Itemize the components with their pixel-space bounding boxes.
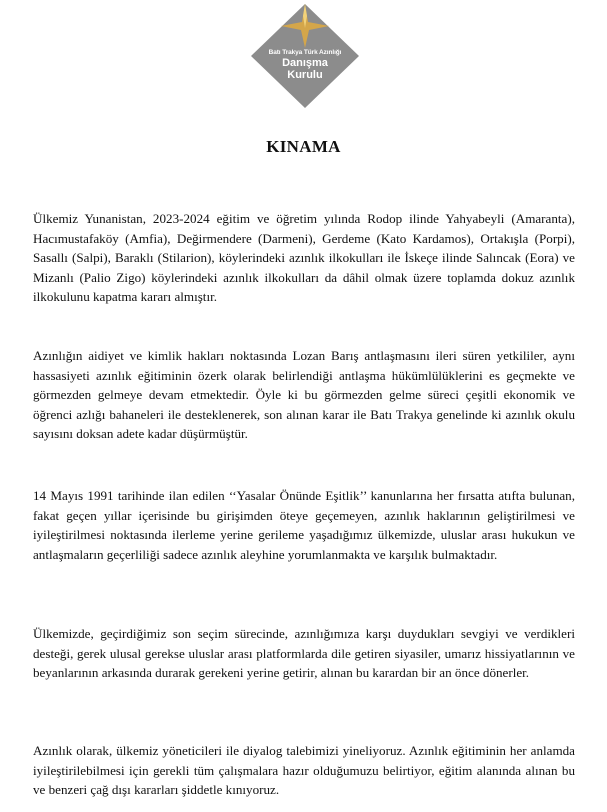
logo-text-line3: Kurulu xyxy=(287,69,323,81)
paragraph-3: 14 Mayıs 1991 tarihinde ilan edilen ‘‘Yasalar Önünde Eşitlik’’ kanunlarına her fırsatta atıfta bulunan, fakat geçen yıllar içerisinde bu girişimden öteye geçemeyen, azınlık haklarının geliştirilmesi ve iyileştirilmesi noktasında ilerleme yerine gerileme yaşadığımız ülkemizde, uluslar arası hukukun ve antlaşmaların geçerliliği sadece azınlık aleyhine yorumlanmakta ve karşılık bulmaktadır. xyxy=(33,488,575,562)
logo-text-line2: Danışma xyxy=(282,57,328,69)
paragraph-2: Azınlığın aidiyet ve kimlik hakları noktasında Lozan Barış antlaşmasını ileri süren yetkililer, aynı hassasiyeti azınlık eğitiminin özerk olarak belirlendiği antlaşma hükümlülüklerini es geçmekte ve görmezden gelmeye devam etmektedir. Öyle ki bu görmezden gelme süreci çeşitli ekonomik ve öğrenci azlığı bahaneleri ile desteklenerek, son alınan karar ile Batı Trakya genelinde ki azınlık okulu sayısını doksan adete kadar düşürmüştür. xyxy=(33,348,575,441)
logo-text-line1: Batı Trakya Türk Azınlığı xyxy=(268,49,342,56)
paragraph-4: Ülkemizde, geçirdiğimiz son seçim sürecinde, azınlığımıza karşı duydukları sevgiyi ve verdikleri desteği, gerek ulusal gerekse uluslar arası platformlarda dile getiren siyasiler, umarız hissiyatlarının ve beyanlarının arkasında durarak gerekeni yerine getirir, alınan bu karardan bir an önce dönerler. xyxy=(33,626,575,680)
paragraph-5: Azınlık olarak, ülkemiz yöneticileri ile diyalog talebimizi yineliyoruz. Azınlık eğitiminin her anlamda iyileştirilebilmesi için gerekli tüm çalışmalara hazır olduğumuzu belirtiyor, eğitim alanında alınan bu ve benzeri çağ dışı kararları şiddetle kınıyoruz. xyxy=(33,743,575,797)
document-title: KINAMA xyxy=(266,137,341,156)
paragraph-1: Ülkemiz Yunanistan, 2023-2024 eğitim ve öğretim yılında Rodop ilinde Yahyabeyli (Amaranta), Hacımustafaköy (Amfia), Değirmendere (Darmeni), Gerdeme (Kato Kardamos), Ortakışla (Porpi), Sasallı (Salpi), Baraklı (Stilarion), köylerindeki azınlık ilkokulları ile İskeçe ilinde Salıncak (Eora) ve Mizanlı (Palio Zigo) köylerindeki azınlık ilkokulları da dâhil olmak üzere toplamda dokuz azınlık ilkokulunu kapatma kararı almıştır. xyxy=(33,211,575,304)
organization-logo xyxy=(249,2,361,108)
